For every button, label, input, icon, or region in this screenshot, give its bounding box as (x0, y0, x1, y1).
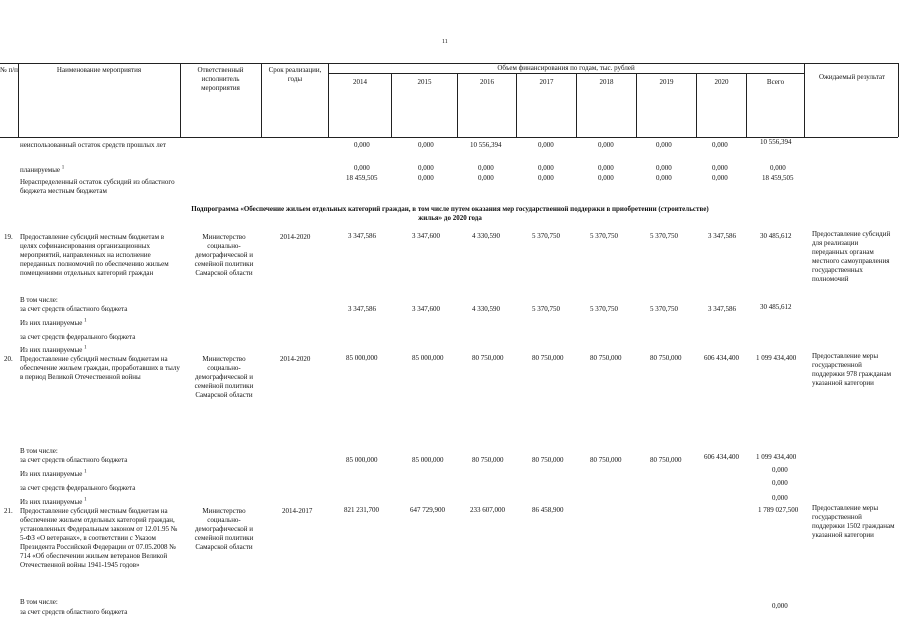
value-cell: 0,000 (656, 141, 672, 149)
value-cell: 0,000 (538, 141, 554, 149)
value-cell: 1 789 027,500 (758, 506, 799, 514)
value-cell: 821 231,700 (344, 506, 379, 514)
value-cell: 0,000 (598, 164, 614, 172)
value-cell: 0,000 (656, 164, 672, 172)
unused-label: неиспользованный остаток средств прошлых лет (20, 141, 166, 149)
header-year: 2017 (539, 78, 554, 86)
footnote-mark: 1 (61, 165, 65, 171)
value-cell: 5 370,750 (532, 305, 560, 313)
of-planned-label (20, 498, 87, 507)
value-cell: 85 000,000 (346, 456, 378, 464)
header-year: 2015 (417, 78, 432, 86)
value-cell: 3 347,586 (708, 232, 736, 240)
header-year: 2020 (714, 78, 729, 86)
value-cell: 80 750,000 (650, 354, 682, 362)
of-planned-label (20, 319, 87, 328)
of-planned-text: Из них планируемые (20, 498, 83, 506)
subprogram-title: Подпрограмма «Обеспечение жильем отдельных категорий граждан, в том числе путем оказания мер государственной поддержки в приобретении (строительстве) жилья» до 2020 года (191, 205, 709, 222)
value-cell: 5 370,750 (590, 305, 618, 313)
regional-label: за счет средств областного бюджета (20, 456, 128, 464)
col-divider (18, 63, 19, 137)
value-cell: 80 750,000 (590, 354, 622, 362)
value-cell: 85 000,000 (412, 456, 444, 464)
value-cell: 3 347,586 (348, 305, 376, 313)
value-cell: 5 370,750 (532, 232, 560, 240)
row20-name: Предоставление субсидий местным бюджетам на обеспечение жильем граждан, проработавших в тылу в период Великой Отечественной войны (20, 355, 180, 381)
value-cell: 606 434,400 (704, 354, 739, 362)
regional-label: за счет средств областного бюджета (20, 608, 128, 616)
value-cell: 30 485,612 (760, 232, 792, 240)
value-cell: 0,000 (538, 164, 554, 172)
row20-executor: Министерство социально-демографической и семейной политики Самарской области (194, 355, 254, 399)
value-cell: 3 347,600 (412, 232, 440, 240)
footnote-mark: 1 (84, 345, 87, 351)
row-number: 20. (4, 355, 13, 363)
row-number: 19. (4, 233, 13, 241)
of-planned-label (20, 470, 87, 479)
value-cell: 4 330,590 (472, 232, 500, 240)
value-cell: 1 099 434,400 (756, 354, 797, 362)
header-total: Всего (766, 78, 785, 86)
value-cell: 5 370,750 (590, 232, 618, 240)
value-cell: 0,000 (712, 174, 728, 182)
value-cell: 233 607,000 (470, 506, 505, 514)
value-cell: 0,000 (712, 141, 728, 149)
value-cell: 10 556,394 (760, 138, 792, 146)
federal-label: за счет средств федерального бюджета (20, 333, 136, 341)
value-cell: 86 458,900 (532, 506, 564, 514)
planned-label-text: планируемые (20, 166, 61, 174)
value-cell: 3 347,586 (348, 232, 376, 240)
federal-label: за счет средств федерального бюджета (20, 484, 136, 492)
of-planned-text: Из них планируемые (20, 346, 83, 354)
row-number: 21. (4, 507, 13, 515)
footnote-mark: 1 (84, 469, 87, 475)
value-cell: 80 750,000 (650, 456, 682, 464)
col-divider (898, 63, 899, 137)
value-cell: 0,000 (712, 164, 728, 172)
page-number: 11 (442, 39, 448, 45)
row21-executor: Министерство социально-демографической и семейной политики Самарской области (194, 507, 254, 551)
value-cell: 0,000 (772, 466, 788, 474)
value-cell: 0,000 (598, 174, 614, 182)
value-cell: 30 485,612 (760, 303, 792, 311)
footnote-mark: 1 (84, 497, 87, 503)
value-cell: 0,000 (418, 141, 434, 149)
of-planned-text: Из них планируемые (20, 319, 83, 327)
undistributed-label: Нераспределенный остаток субсидий из областного бюджета местным бюджетам (20, 178, 175, 195)
value-cell: 0,000 (478, 164, 494, 172)
value-cell: 85 000,000 (412, 354, 444, 362)
value-cell: 0,000 (772, 602, 788, 610)
row21-result: Предоставление меры государственной поддержки 1502 гражданам указанной категории (812, 504, 895, 539)
of-planned-label (20, 346, 87, 355)
col-divider (328, 63, 329, 137)
col-divider (180, 63, 181, 137)
header-year: 2016 (480, 78, 494, 86)
row20-term: 2014-2020 (280, 355, 311, 363)
planned-label (20, 166, 64, 175)
value-cell: 0,000 (354, 141, 370, 149)
header-name: Наименование мероприятия (56, 66, 142, 74)
of-planned-text: Из них планируемые (20, 470, 83, 478)
value-cell: 0,000 (478, 174, 494, 182)
value-cell: 3 347,600 (412, 305, 440, 313)
value-cell: 80 750,000 (590, 456, 622, 464)
row19-term: 2014-2020 (280, 233, 311, 241)
value-cell: 0,000 (770, 164, 786, 172)
value-cell: 0,000 (598, 141, 614, 149)
value-cell: 0,000 (538, 174, 554, 182)
header-result: Ожидаемый результат (818, 73, 886, 81)
footnote-mark: 1 (84, 318, 87, 324)
value-cell: 3 347,586 (708, 305, 736, 313)
header-year: 2018 (599, 78, 614, 86)
value-cell: 0,000 (656, 174, 672, 182)
col-divider (804, 63, 805, 137)
row21-name: Предоставление субсидий местным бюджетам на обеспечение жильем отдельных категорий граждан, установленных Федеральным законом от 12.01.95 № 5-ФЗ «О ветеранах», в соответствии с Указом Президента Российской Федерации от 07.05.2008 № 714 «Об обеспечении жильем ветеранов Великой Отечественной войны 1941-1945 годов» (20, 507, 178, 569)
regional-label: за счет средств областного бюджета (20, 305, 128, 313)
value-cell: 0,000 (354, 164, 370, 172)
funding-subheader-line (328, 73, 804, 74)
value-cell: 10 556,394 (470, 141, 502, 149)
value-cell: 0,000 (772, 494, 788, 502)
header-funding: Объем финансирования по годам, тыс. рублей (497, 64, 635, 72)
incl-label: В том числе: (20, 598, 58, 606)
value-cell: 80 750,000 (472, 354, 504, 362)
value-cell: 606 434,400 (704, 453, 739, 461)
row20-result: Предоставление меры государственной поддержки 978 гражданам указанной категории (812, 352, 892, 387)
row19-executor: Министерство социально-демографической и семейной политики Самарской области (194, 233, 254, 277)
value-cell: 85 000,000 (346, 354, 378, 362)
value-cell: 0,000 (772, 479, 788, 487)
value-cell: 0,000 (418, 174, 434, 182)
header-no: № п/п (0, 66, 18, 74)
value-cell: 4 330,590 (472, 305, 500, 313)
value-cell: 0,000 (418, 164, 434, 172)
value-cell: 80 750,000 (472, 456, 504, 464)
row19-result: Предоставление субсидий для реализации переданных органам местного самоуправления государственных полномочий (812, 230, 891, 283)
value-cell: 1 099 434,400 (756, 453, 797, 461)
row21-term: 2014-2017 (282, 507, 313, 515)
header-term: Срок реализации, годы (268, 66, 322, 83)
value-cell: 18 459,505 (346, 174, 378, 182)
header-year: 2014 (353, 78, 367, 86)
value-cell: 80 750,000 (532, 456, 564, 464)
row19-name: Предоставление субсидий местным бюджетам в целях софинансирования организационных мероприятий, направленных на исполнение переданных полномочий по обеспечению жильем помещениями отдельных категорий граждан (20, 233, 169, 277)
header-year: 2019 (659, 78, 674, 86)
value-cell: 18 459,505 (762, 174, 794, 182)
value-cell: 5 370,750 (650, 305, 678, 313)
incl-label: В том числе: (20, 296, 58, 304)
value-cell: 647 729,900 (410, 506, 445, 514)
incl-label: В том числе: (20, 447, 58, 455)
value-cell: 80 750,000 (532, 354, 564, 362)
value-cell: 5 370,750 (650, 232, 678, 240)
header-executor: Ответственный исполнитель мероприятия (197, 66, 244, 92)
